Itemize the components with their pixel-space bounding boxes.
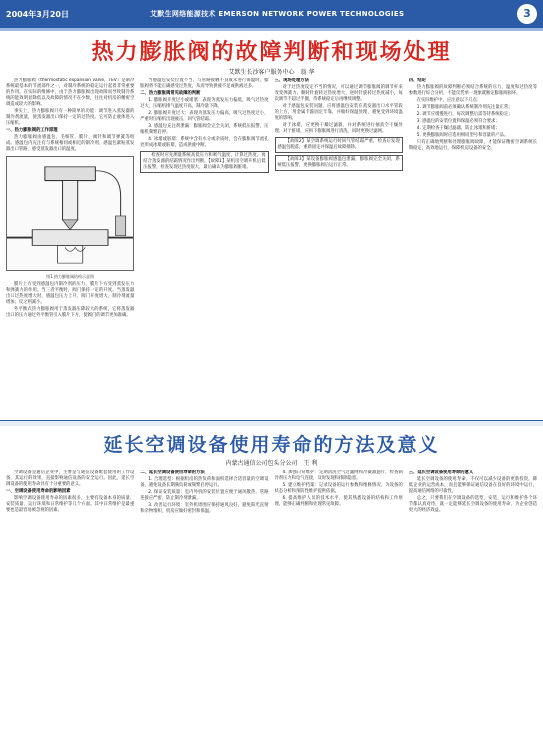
paragraph: 只有正确地判断和处理膨胀阀故障，才能保证精密空调系统长期稳定、高效地运行，保障机房设备的安全。 [408, 140, 537, 151]
section-heading: 一、热力膨胀阀的工作原理 [6, 128, 58, 133]
page-header-bar [0, 0, 543, 28]
article1-body [6, 78, 537, 418]
paragraph: 延长空调设备的使用寿命，不仅可以减少设备的更新投资，降低企业的运营成本，而且能够保证通信设备在良好的环境中运行，提高通信网络的可靠性。 [408, 477, 537, 494]
paragraph: 热力膨胀阀由感温包、毛细管、膜片、阀针和调节弹簧等组成。感温包内充注有与系统相同或相近的制冷剂，感温包紧贴蒸发器出口管路，感受蒸发器出口的温度。 [6, 135, 135, 152]
list-item: 4. 定期检查干燥过滤器，防止冰堵和脏堵； [416, 126, 500, 131]
section-heading: 二、延长空调设备使用寿命的方法 [140, 470, 205, 475]
list-item: 6. 提高维护人员的技术水平，使其熟悉设备的结构和工作原理，能够正确判断和处理常见故障。 [274, 496, 403, 507]
issue-date: 2004年3月20日 [6, 10, 69, 19]
paragraph: 事实上，热力膨胀阀只有一种简单的功能：调节进入蒸发器的制冷剂流量，使蒸发器出口保持一定的过热度。它可防止液体进入压缩机。 [6, 109, 135, 126]
publication-brand: 艾默生网络能源技术 EMERSON NETWORK POWER TECHNOLOGIES [150, 10, 405, 18]
list-item: 5. 建立维护档案：记录设备的运行参数和维修情况，为设备的状态分析和预防性维护提供依据。 [274, 483, 403, 494]
paragraph: 外平衡式热力膨胀阀用于蒸发器压降较大的系统，它将蒸发器出口的压力通过外平衡管引入膜片下方，使阀门的调节更加准确。 [6, 307, 135, 318]
paragraph: 膜片上方受到感温包内制冷剂的压力，膜片下方受到蒸发压力和弹簧力的作用。当三者平衡时，阀门保持一定的开度。当蒸发器出口过热度增大时，感温包压力上升，阀门开度增大，制冷剂流量增加；反之则减小。 [6, 282, 135, 305]
paragraph: 3. 感温包充注剂泄漏：膨胀阀会完全关闭，系统低压报警，压缩机频繁启停。 [140, 124, 269, 135]
article2-column-3 [275, 470, 403, 748]
article1-column-2 [140, 78, 268, 418]
article2-column-1 [6, 470, 134, 748]
case-box: 【故障2】某空调系统运行时回气管结霜严重，检查后发现感温包脱落，重新固定并保温后故障排除。 [275, 137, 403, 153]
article2-column-4 [409, 470, 537, 748]
section-heading: 三、现场处理方法 [274, 78, 309, 83]
article1-title: 热力膨胀阀的故障判断和现场处理 [91, 39, 452, 65]
article1-column-4 [409, 78, 537, 418]
paragraph: 对于冰堵，应更换干燥过滤器，并对系统进行抽真空干燥处理；对于脏堵，应拆下膨胀阀进行清洗，同时更换过滤网。 [274, 123, 403, 134]
paragraph: 2. 膨胀阀开度过大：表现为蒸发压力偏高，吸气过热度过小，严重时压缩机出现液击，回气管结霜。 [140, 111, 269, 122]
section-heading: 二、热力膨胀阀常见故障的判断 [140, 91, 201, 96]
case-box: 【故障3】某设备膨胀阀感温包泄漏，膨胀阀完全关闭，系统低压报警，更换膨胀阀后运行正常。 [275, 155, 403, 171]
paragraph: 热力膨胀阀（thermostatic expansion valve，TEV）是制冷系统最基本的节流部件之一，对制冷系统的稳定运行起着非常重要的作用。在实际的维修中，由于热力膨胀阀出现故障而导致制冷系统的能效明显降低以及故障的情况不在少数，往往对机房的精密空调造成较大的影响。 [6, 78, 135, 107]
article2-byline: 内蒙古通信公司包头分公司 王 利 [225, 460, 318, 467]
paragraph: 对于过热度设定不当的情况，可以通过调节膨胀阀的调节杆来改变弹簧力，顺时针旋转过热度增大，逆时针旋转过热度减小，每次调节不超过半圈，待系统稳定后再继续调整。 [274, 85, 403, 102]
case-box: 检查时应先测量系统高低压力和吸气温度，计算过热度，再结合蒸发器的结霜情况作出判断。【故障1】某机房空调开机后低压报警，检查发现过热度很大，最后确认为膨胀阀脏堵。 [140, 151, 268, 173]
list-item: 2. 保证安装质量：室内外机的安装位置应便于通风散热，管路连接应严密，防止制冷剂泄漏。 [140, 490, 269, 501]
article1-column-3 [275, 78, 403, 418]
article2-column-2 [140, 470, 268, 748]
paragraph: 在实际维护中，应注意以下几点： [416, 98, 482, 103]
paragraph: 对于感温包安装问题，应将感温包安装在蒸发器出口水平管段的上方，用金属卡箍固定牢靠，并做好保温处理，避免受到环境温度的影响。 [274, 104, 403, 121]
page-number: 3 [517, 4, 537, 24]
article1-column-1 [6, 78, 134, 418]
list-item: 5. 更换膨胀阀时应选用相同型号和容量的产品。 [416, 133, 509, 138]
figure-caption: 图1 热力膨胀阀结构示意图 [46, 274, 95, 279]
paragraph: 空调设备是通信企业中，主要是与通信设备配套使用的工作设备，其运行的效果，直接影响通信设备的安全运行。因此，延长空调设备的使用寿命具有十分重要的意义。 [6, 470, 135, 487]
paragraph: 当感温包安装位置不当、与管路接触不良或未进行保温时，膨胀阀将不能正确感受过热度，从而导致供液不足或供液过多。 [140, 78, 269, 89]
article-divider [0, 420, 543, 426]
list-item: 4. 加强日常维护：定期清洗空气过滤网和冷凝器翅片，检查制冷剂压力和电气连接，及时发现和排除隐患。 [274, 470, 403, 481]
list-item: 1. 调节膨胀阀前必须确认系统制冷剂充注量正常； [416, 105, 513, 110]
paragraph: 4. 冰堵或脏堵：系统中含有水分或杂质时，会在膨胀阀节流孔处形成冰堵或脏堵，造成供液中断。 [140, 137, 269, 148]
header-stripe [0, 28, 543, 31]
paragraph: 影响空调设备使用寿命的因素很多，主要有设备本身的质量、安装质量、运行环境和日常维护等几个方面。其中日常维护是最重要也是最容易被忽视的因素。 [6, 496, 135, 513]
paragraph: 总之，只要我们在空调设备的选型、安装、运行和维护各个环节都认真对待，就一定能够延长空调设备的使用寿命，为企业创造更大的经济效益。 [408, 496, 537, 513]
list-item: 2. 调节应缓慢进行，每次调整后需等待系统稳定； [416, 112, 513, 117]
article1-byline: 艾默生长沙客户服务中心 翁 华 [228, 69, 315, 76]
section-heading: 一、空调设备使用寿命的影响因素 [6, 489, 71, 494]
article2-title: 延长空调设备使用寿命的方法及意义 [103, 434, 440, 456]
list-item: 1. 合理选型：根据机房的热负荷和面积选择合适容量的空调设备，避免设备长期满负荷或频繁启停运行。 [140, 477, 269, 488]
section-heading: 三、延长空调设备使用寿命的意义 [408, 470, 474, 475]
valve-diagram [6, 156, 134, 271]
paragraph: 1. 膨胀阀开度过小或堵塞：表现为蒸发压力偏低，吸气过热度过大，压缩机排气温度升高，制冷量下降。 [140, 98, 269, 109]
paragraph: 热力膨胀阀的故障判断必须结合系统的压力、温度和过热度等参数进行综合分析，不能仅凭单一现象就断定膨胀阀损坏。 [408, 85, 537, 96]
article2-body [6, 470, 537, 748]
list-item: 3. 感温包的安装位置和保温必须符合要求； [416, 119, 500, 124]
list-item: 3. 改善运行环境：室外机周围应保持通风良好，避免阳光直射和杂物堆积，机房应做好密封和保温。 [140, 503, 269, 514]
section-heading: 四、结论 [408, 78, 426, 83]
